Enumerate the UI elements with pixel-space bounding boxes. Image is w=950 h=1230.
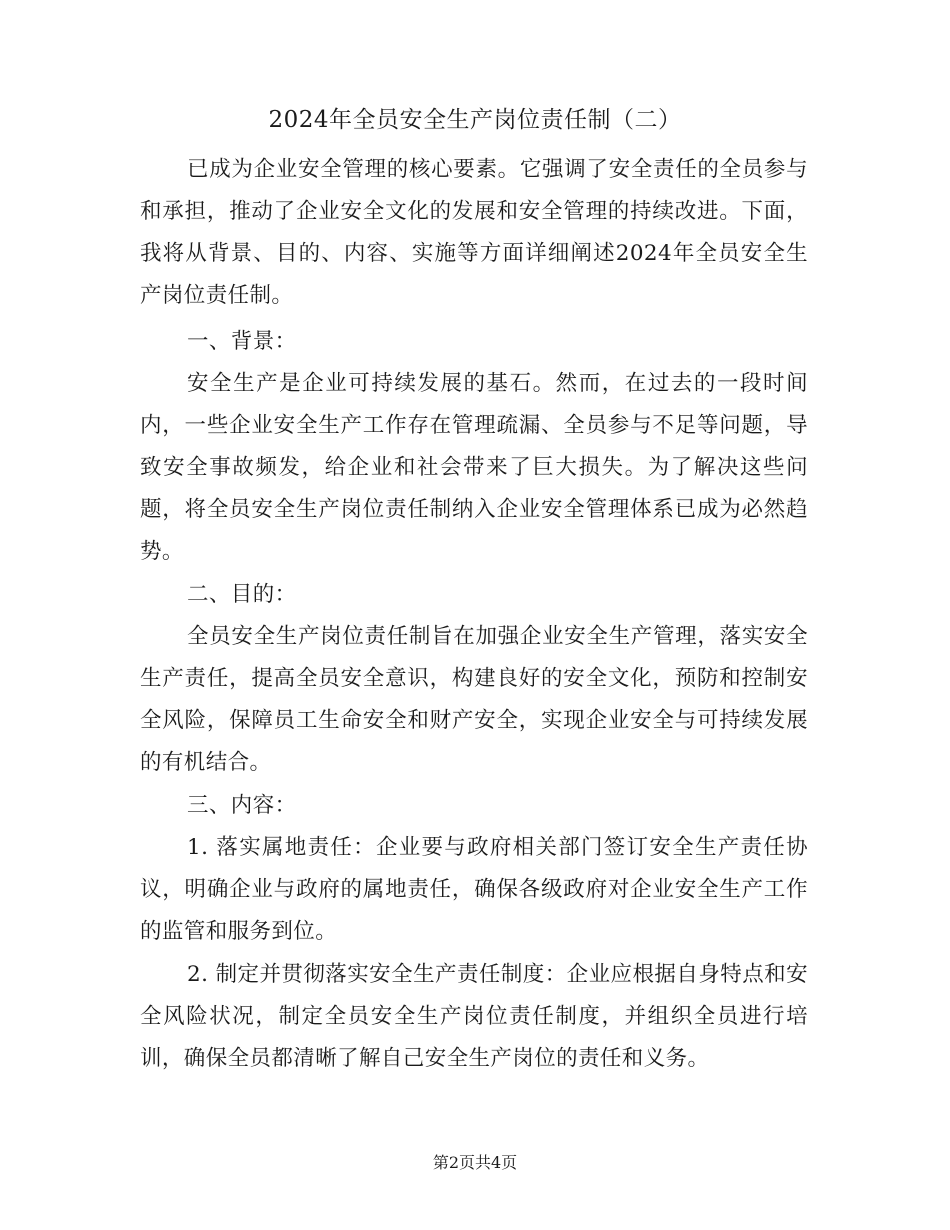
content-item-1: 1. 落实属地责任：企业要与政府相关部门签订安全生产责任协议，明确企业与政府的属地责任，确保各级政府对企业安全生产工作的监管和服务到位。	[140, 835, 808, 944]
page-number: 第2页共4页	[432, 1153, 518, 1172]
content-item-2: 2. 制定并贯彻落实安全生产责任制度：企业应根据自身特点和安全风险状况，制定全员安全生产岗位责任制度，并组织全员进行培训，确保全员都清晰了解自己安全生产岗位的责任和义务。	[140, 962, 808, 1071]
section-heading-content: 三、内容：	[187, 793, 297, 818]
document-title: 2024年全员安全生产岗位责任制（二）	[268, 107, 682, 133]
section-heading-purpose: 二、目的：	[187, 582, 297, 607]
section-heading-background: 一、背景：	[187, 329, 297, 354]
section-body-purpose: 全员安全生产岗位责任制旨在加强企业安全生产管理，落实安全生产责任，提高全员安全意识，构建良好的安全文化，预防和控制安全风险，保障员工生命安全和财产安全，实现企业安全与可持续发展的有机结合。	[140, 624, 808, 775]
intro-paragraph: 已成为企业安全管理的核心要素。它强调了安全责任的全员参与和承担，推动了企业安全文化的发展和安全管理的持续改进。下面，我将从背景、目的、内容、实施等方面详细阐述2024年全员安全生产岗位责任制。	[140, 157, 808, 308]
section-body-background: 安全生产是企业可持续发展的基石。然而，在过去的一段时间内，一些企业安全生产工作存在管理疏漏、全员参与不足等问题，导致安全事故频发，给企业和社会带来了巨大损失。为了解决这些问题，将全员安全生产岗位责任制纳入企业安全管理体系已成为必然趋势。	[140, 371, 808, 564]
